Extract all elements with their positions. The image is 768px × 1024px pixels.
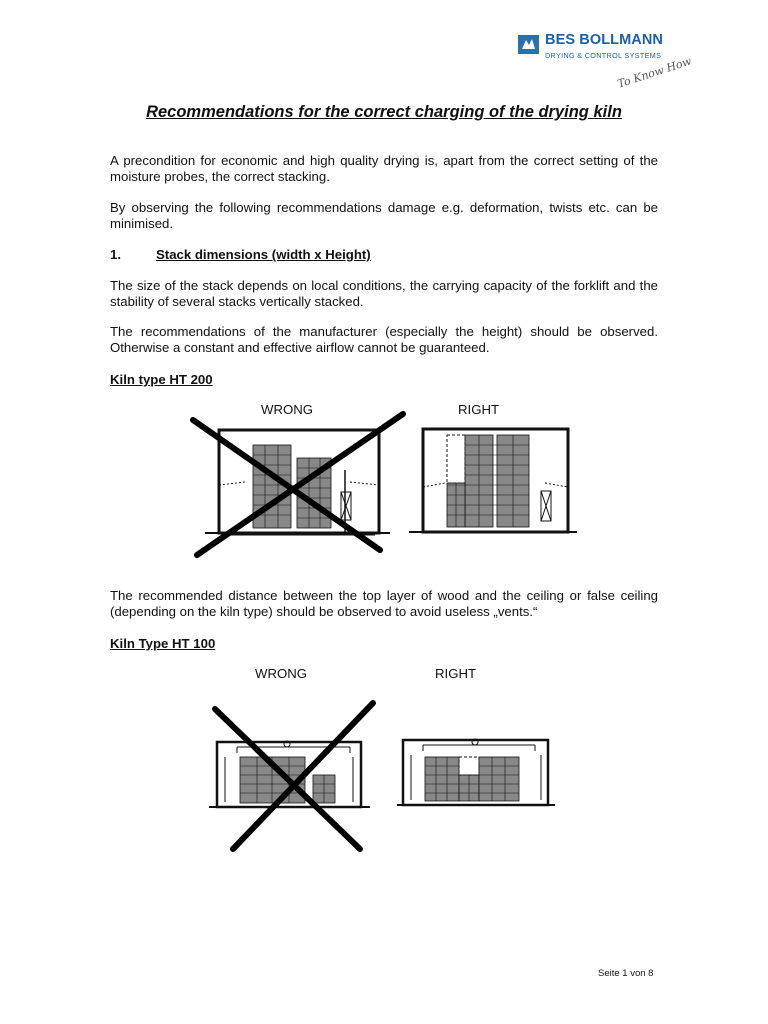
ht100-wrong-illustration: [205, 697, 385, 857]
paragraph-manufacturer: The recommendations of the manufacturer (especially the height) should be observed. Otherwise a constant and effective airflow cannot be guaranteed.: [110, 324, 658, 355]
document-title: Recommendations for the correct charging of the drying kiln: [146, 103, 622, 121]
bollmann-logo-icon: [518, 35, 539, 54]
company-subtitle: DRYING & CONTROL SYSTEMS: [545, 51, 662, 60]
paragraph-recommendations: By observing the following recommendations damage e.g. deformation, twists etc. can be minimised.: [110, 200, 658, 231]
logo-signature: To Know How: [615, 54, 694, 91]
paragraph-distance: The recommended distance between the top layer of wood and the ceiling or false ceiling (depending on the kiln type) should be observed to avoid useless „vents.“: [110, 588, 658, 619]
ht200-wrong-label: WRONG: [261, 402, 314, 417]
ht200-right-label: RIGHT: [458, 402, 500, 417]
section-heading: [110, 247, 371, 263]
kiln-ht100-heading: Kiln Type HT 100: [110, 636, 216, 651]
section-number: 1.: [110, 247, 121, 262]
paragraph-precondition: A precondition for economic and high quality drying is, apart from the correct setting of the moisture probes, the correct stacking.: [110, 153, 658, 184]
section-title: Stack dimensions (width x Height): [156, 247, 371, 262]
page-number: Seite 1 von 8: [598, 968, 654, 979]
kiln-ht200-heading: Kiln type HT 200: [110, 372, 213, 387]
paragraph-stack-size: The size of the stack depends on local conditions, the carrying capacity of the forklift and the stability of several stacks vertically stacked.: [110, 278, 658, 309]
ht100-right-illustration: [395, 732, 557, 812]
company-logo: [518, 32, 694, 102]
ht100-wrong-label: WRONG: [255, 666, 308, 681]
ht200-wrong-illustration: [185, 410, 410, 565]
ht200-right-illustration: [405, 425, 580, 540]
company-name: BES BOLLMANN: [545, 32, 663, 48]
ht100-right-label: RIGHT: [435, 666, 477, 681]
